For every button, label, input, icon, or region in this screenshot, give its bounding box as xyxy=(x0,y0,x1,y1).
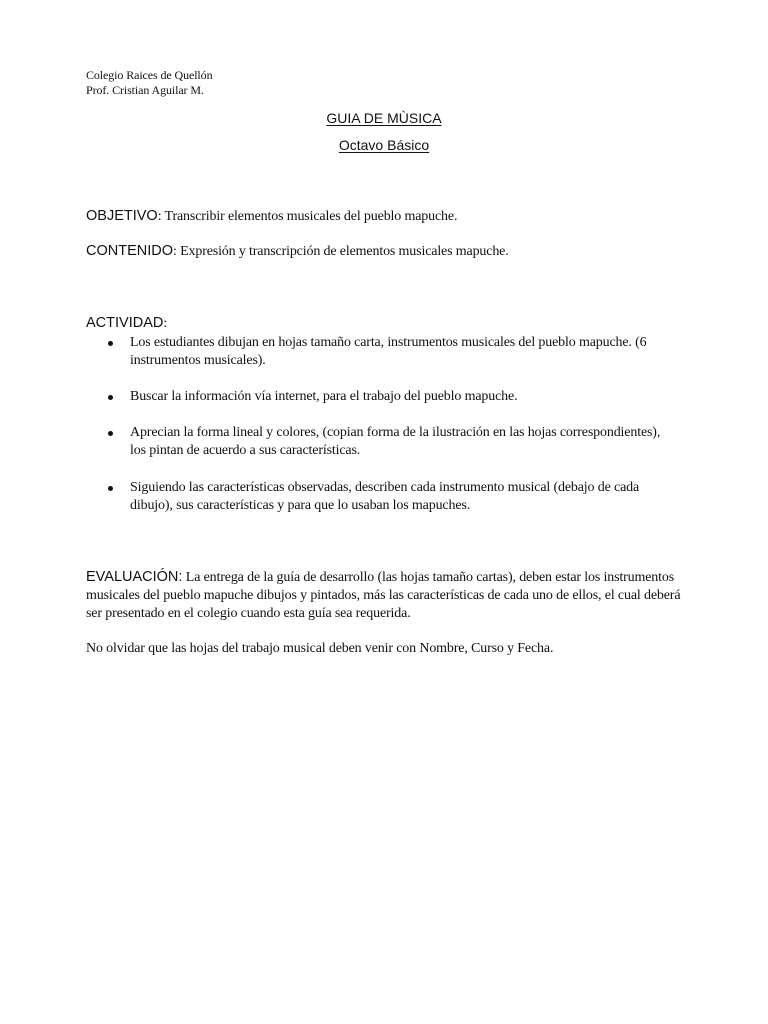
objective-text: : Transcribir elementos musicales del pueblo mapuche. xyxy=(157,209,458,224)
activity-colon: : xyxy=(163,316,168,331)
activity-heading xyxy=(86,314,696,333)
page-subtitle: Octavo Básico xyxy=(338,137,430,153)
activity-label: ACTIVIDAD xyxy=(86,315,164,331)
list-item-text: Los estudiantes dibujan en hojas tamaño carta, instrumentos musicales del pueblo mapuche. (6 instrumentos musicales). xyxy=(130,335,647,368)
school-name: Colegio Raices de Quellón xyxy=(86,68,213,82)
content-section xyxy=(86,242,696,261)
evaluation-section xyxy=(86,568,692,623)
list-item-text: Siguiendo las características observadas, describen cada instrumento musical (debajo de cada dibujo), sus características y para que lo usaban los mapuches. xyxy=(130,480,640,513)
content-text: : Expresión y transcripción de elementos musicales mapuche. xyxy=(173,244,509,259)
bullet-icon xyxy=(108,341,113,346)
list-item-text: Aprecian la forma lineal y colores, (copian forma de la ilustración en las hojas correspondientes), los pintan de acuerdo a sus características. xyxy=(130,425,661,458)
bullet-icon xyxy=(108,431,113,436)
list-item-text: Buscar la información vía internet, para el trabajo del pueblo mapuche. xyxy=(130,389,518,404)
content-label: CONTENIDO xyxy=(86,243,173,259)
objective-label: OBJETIVO xyxy=(86,208,158,224)
closing-note: No olvidar que las hojas del trabajo musical deben venir con Nombre, Curso y Fecha. xyxy=(86,641,554,656)
teacher-name: Prof. Cristian Aguilar M. xyxy=(86,83,204,97)
objective-section xyxy=(86,207,696,226)
evaluation-text: La entrega de la guía de desarrollo (las hojas tamaño cartas), deben estar los instrumentos musicales del pueblo mapuche dibujos y pintados, más las características de cada uno de ellos, el cual deberá ser presentado en el colegio cuando esta guía sea requerida. xyxy=(86,570,681,621)
page-title: GUIA DE MÙSICA xyxy=(326,110,442,126)
bullet-icon xyxy=(108,395,113,400)
evaluation-label: EVALUACIÓN: xyxy=(86,569,183,585)
bullet-icon xyxy=(108,486,113,491)
